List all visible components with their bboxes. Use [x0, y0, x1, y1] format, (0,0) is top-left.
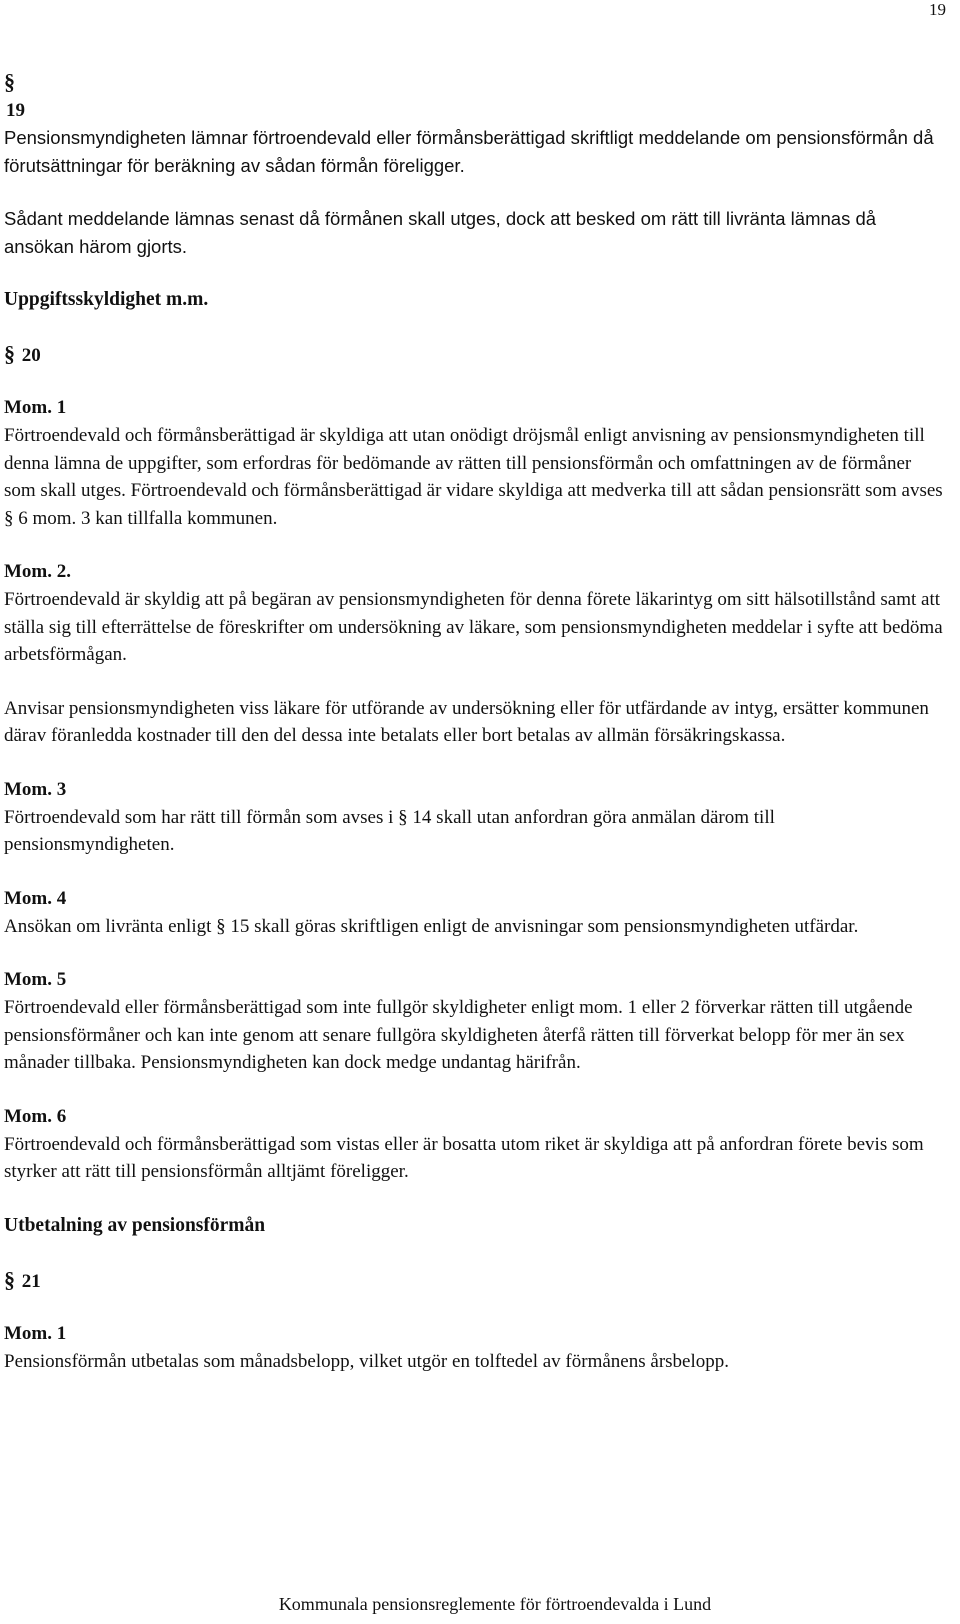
paragraph: Pensionsförmån utbetalas som månadsbelopp, vilket utgör en tolftedel av förmånens årsbelopp. — [4, 1350, 729, 1372]
paragraph: Förtroendevald som har rätt till förmån som avses i § 14 skall utan anfordran göra anmälan därom till pensionsmyndigheten. — [4, 806, 775, 855]
mom-label: Mom. 1 — [4, 1322, 67, 1344]
paragraph: Pensionsmyndigheten lämnar förtroendevald eller förmånsberättigad skriftligt meddelande om pensionsförmån då förutsättningar för beräkning av sådan förmån föreligger. — [4, 127, 934, 176]
subheading: Uppgiftsskyldighet m.m. — [4, 289, 209, 310]
mom-label: Mom. 5 — [4, 969, 67, 990]
section-21-heading — [4, 1266, 944, 1295]
section-number: 21 — [21, 1270, 41, 1292]
section-number: 19 — [6, 100, 25, 121]
mom-label: Mom. 6 — [4, 1105, 67, 1127]
paragraph: Förtroendevald och förmånsberättigad som vistas eller är bosatta utom riket är skyldiga att på anfordran förete bevis som styrker att rätt till pensionsförmån alltjämt föreligger. — [4, 1133, 924, 1182]
paragraph: Sådant meddelande lämnas senast då förmånen skall utges, dock att besked om rätt till livränta lämnas då ansökan härom gjorts. — [4, 208, 877, 257]
section-sign: § — [4, 1266, 15, 1292]
document-body — [4, 68, 944, 1375]
section-number: 20 — [21, 345, 41, 366]
paragraph: Förtroendevald är skyldig att på begäran av pensionsmyndigheten för denna förete läkarintyg om sitt hälsotillstånd samt att ställa sig till efterrättelse de föreskrifter om undersökning av läkare, som pensionsmyndigheten meddelar i syfte att bedöma arbetsförmågan. — [4, 589, 943, 665]
paragraph: Förtroendevald eller förmånsberättigad som inte fullgör skyldigheter enligt mom. 1 eller 2 förverkar rätten till utgående pensionsförmåner och kan inte genom att senare fullgöra skyldigheten återfå rätten till förverkat belopp för mer än sex månader tillbaka. Pensionsmyndigheten kan dock medge undantag härifrån. — [4, 997, 913, 1073]
page-number: 19 — [929, 0, 946, 19]
mom-label: Mom. 2. — [4, 561, 72, 582]
paragraph: Ansökan om livränta enligt § 15 skall göras skriftligen enligt de anvisningar som pensionsmyndigheten utfärdar. — [4, 915, 859, 937]
mom-label: Mom. 4 — [4, 887, 67, 909]
section-sign: § — [398, 806, 408, 828]
paragraph: Förtroendevald och förmånsberättigad är skyldiga att utan onödigt dröjsmål enligt anvisning av pensionsmyndigheten till denna lämna de uppgifter, som erfordras för bedömande av rätten till pensionsförmån och omfattningen av de förmåner som skall utges. Förtroendevald och förmånsberättigad är vidare skyldiga att medverka till att sådan pensionsrätt som avses § 6 mom. 3 kan tillfalla kommunen. — [4, 425, 943, 529]
page-footer: Kommunala pensionsreglemente för förtroendevalda i Lund — [278, 1594, 712, 1614]
section-sign: § — [4, 69, 15, 94]
section-20-heading — [4, 340, 944, 369]
mom-label: Mom. 1 — [4, 397, 67, 418]
paragraph: Anvisar pensionsmyndigheten viss läkare för utförande av undersökning eller för utfärdande av intyg, ersätter kommunen därav föranledda kostnader till den del dessa inte betalats eller bort betalas av allmän försäkringskassa. — [4, 697, 929, 746]
section-sign: § — [4, 341, 15, 366]
section-sign: § — [4, 507, 14, 529]
section-19-heading — [4, 68, 944, 124]
mom-label: Mom. 3 — [4, 778, 67, 800]
subheading: Utbetalning av pensionsförmån — [4, 1214, 266, 1236]
section-sign: § — [216, 915, 226, 937]
